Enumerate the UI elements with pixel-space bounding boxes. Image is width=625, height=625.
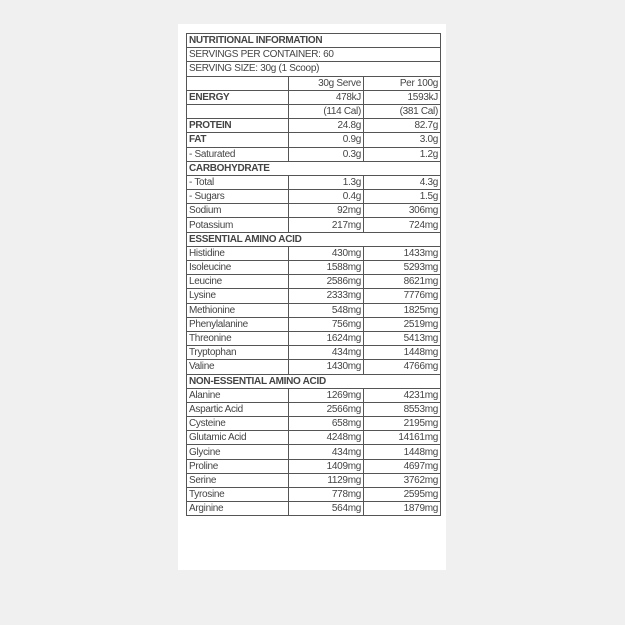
value-per-100g: 1448mg: [364, 445, 441, 459]
value-per-100g: 1.5g: [364, 190, 441, 204]
table-row: [187, 204, 441, 218]
nutrient-label: Alanine: [187, 388, 289, 402]
value-per-100g: 2195mg: [364, 417, 441, 431]
nutrient-label: Phenylalanine: [187, 317, 289, 331]
servings-row: [187, 48, 441, 62]
value-per-100g: 4697mg: [364, 459, 441, 473]
energy-cal-empty: [187, 104, 289, 118]
table-row: [187, 147, 441, 161]
nutrient-label: Tryptophan: [187, 346, 289, 360]
value-per-serve: 430mg: [289, 246, 364, 260]
nutrient-label: - Saturated: [187, 147, 289, 161]
value-per-serve: 217mg: [289, 218, 364, 232]
value-per-100g: 8621mg: [364, 275, 441, 289]
value-per-serve: 0.3g: [289, 147, 364, 161]
value-per-serve: 1129mg: [289, 473, 364, 487]
value-per-serve: 1409mg: [289, 459, 364, 473]
table-row: [187, 190, 441, 204]
nonessential-amino-header-row: [187, 374, 441, 388]
table-row: [187, 246, 441, 260]
nutrient-label: Potassium: [187, 218, 289, 232]
nutrient-label: Histidine: [187, 246, 289, 260]
nutrition-table: [186, 33, 441, 516]
value-per-serve: 1588mg: [289, 261, 364, 275]
value-per-100g: 1.2g: [364, 147, 441, 161]
column-header-row: [187, 76, 441, 90]
table-row: [187, 388, 441, 402]
energy-label: ENERGY: [187, 90, 289, 104]
value-per-100g: 5413mg: [364, 331, 441, 345]
table-row: [187, 275, 441, 289]
value-per-serve: 0.4g: [289, 190, 364, 204]
value-per-serve: 2566mg: [289, 402, 364, 416]
nutrient-label: Lysine: [187, 289, 289, 303]
nutrient-label: Glycine: [187, 445, 289, 459]
value-per-100g: 4766mg: [364, 360, 441, 374]
nutrient-label: Leucine: [187, 275, 289, 289]
energy-row: [187, 90, 441, 104]
energy-kj-100g: 1593kJ: [364, 90, 441, 104]
title-row: [187, 34, 441, 48]
value-per-100g: 1433mg: [364, 246, 441, 260]
column-header-empty: [187, 76, 289, 90]
value-per-serve: 4248mg: [289, 431, 364, 445]
value-per-100g: 2519mg: [364, 317, 441, 331]
nutrient-label: PROTEIN: [187, 119, 289, 133]
value-per-100g: 82.7g: [364, 119, 441, 133]
nutrient-label: Methionine: [187, 303, 289, 317]
nutrient-label: Serine: [187, 473, 289, 487]
energy-cal-row: [187, 104, 441, 118]
value-per-serve: 1.3g: [289, 175, 364, 189]
value-per-100g: 1879mg: [364, 502, 441, 516]
value-per-serve: 2586mg: [289, 275, 364, 289]
value-per-serve: 756mg: [289, 317, 364, 331]
table-row: [187, 289, 441, 303]
table-row: [187, 261, 441, 275]
value-per-serve: 0.9g: [289, 133, 364, 147]
table-row: [187, 133, 441, 147]
table-row: [187, 346, 441, 360]
value-per-serve: 2333mg: [289, 289, 364, 303]
value-per-100g: 5293mg: [364, 261, 441, 275]
energy-kj-serve: 478kJ: [289, 90, 364, 104]
nutrient-label: Aspartic Acid: [187, 402, 289, 416]
table-row: [187, 303, 441, 317]
table-row: [187, 402, 441, 416]
panel-title: NUTRITIONAL INFORMATION: [187, 34, 441, 48]
value-per-serve: 1269mg: [289, 388, 364, 402]
servings-per-container: SERVINGS PER CONTAINER: 60: [187, 48, 441, 62]
value-per-serve: 1624mg: [289, 331, 364, 345]
nutrient-label: Arginine: [187, 502, 289, 516]
table-row: [187, 488, 441, 502]
serving-size: SERVING SIZE: 30g (1 Scoop): [187, 62, 441, 76]
table-row: [187, 218, 441, 232]
value-per-serve: 1430mg: [289, 360, 364, 374]
table-row: [187, 502, 441, 516]
value-per-100g: 8553mg: [364, 402, 441, 416]
value-per-100g: 4231mg: [364, 388, 441, 402]
table-row: [187, 331, 441, 345]
nutrient-label: Threonine: [187, 331, 289, 345]
column-header-100g: Per 100g: [364, 76, 441, 90]
nutrient-label: Proline: [187, 459, 289, 473]
essential-amino-header: ESSENTIAL AMINO ACID: [187, 232, 441, 246]
nutrient-label: FAT: [187, 133, 289, 147]
table-row: [187, 473, 441, 487]
serving-size-row: [187, 62, 441, 76]
value-per-100g: 306mg: [364, 204, 441, 218]
value-per-serve: 434mg: [289, 346, 364, 360]
table-row: [187, 175, 441, 189]
table-row: [187, 360, 441, 374]
carbohydrate-header-row: [187, 161, 441, 175]
value-per-100g: 4.3g: [364, 175, 441, 189]
value-per-serve: 548mg: [289, 303, 364, 317]
table-row: [187, 317, 441, 331]
nutrient-label: - Total: [187, 175, 289, 189]
nutrient-label: Isoleucine: [187, 261, 289, 275]
nutrient-label: Valine: [187, 360, 289, 374]
value-per-100g: 1448mg: [364, 346, 441, 360]
energy-cal-serve: (114 Cal): [289, 104, 364, 118]
table-row: [187, 119, 441, 133]
value-per-serve: 564mg: [289, 502, 364, 516]
value-per-100g: 2595mg: [364, 488, 441, 502]
value-per-100g: 3762mg: [364, 473, 441, 487]
table-row: [187, 459, 441, 473]
value-per-100g: 724mg: [364, 218, 441, 232]
value-per-100g: 3.0g: [364, 133, 441, 147]
table-row: [187, 445, 441, 459]
value-per-serve: 24.8g: [289, 119, 364, 133]
column-header-serve: 30g Serve: [289, 76, 364, 90]
carbohydrate-header: CARBOHYDRATE: [187, 161, 441, 175]
value-per-serve: 778mg: [289, 488, 364, 502]
table-row: [187, 417, 441, 431]
nutrient-label: Glutamic Acid: [187, 431, 289, 445]
nutrient-label: - Sugars: [187, 190, 289, 204]
value-per-100g: 1825mg: [364, 303, 441, 317]
energy-cal-100g: (381 Cal): [364, 104, 441, 118]
value-per-100g: 7776mg: [364, 289, 441, 303]
value-per-serve: 434mg: [289, 445, 364, 459]
essential-amino-header-row: [187, 232, 441, 246]
nonessential-amino-header: NON-ESSENTIAL AMINO ACID: [187, 374, 441, 388]
nutrient-label: Cysteine: [187, 417, 289, 431]
table-row: [187, 431, 441, 445]
value-per-100g: 14161mg: [364, 431, 441, 445]
value-per-serve: 658mg: [289, 417, 364, 431]
nutrient-label: Sodium: [187, 204, 289, 218]
value-per-serve: 92mg: [289, 204, 364, 218]
nutrient-label: Tyrosine: [187, 488, 289, 502]
